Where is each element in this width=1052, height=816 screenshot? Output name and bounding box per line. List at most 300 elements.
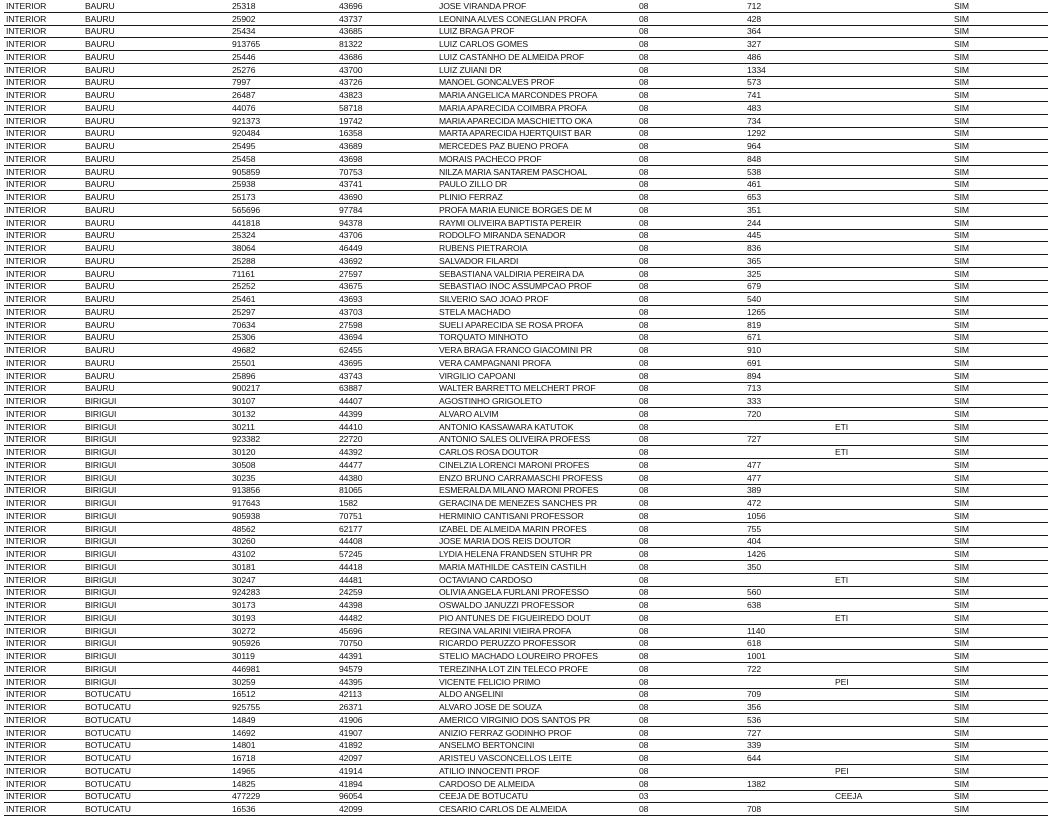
program-cell xyxy=(833,522,952,535)
program-cell xyxy=(833,714,952,727)
table-row xyxy=(4,280,1048,293)
region-cell: INTERIOR xyxy=(4,63,83,76)
region-cell: INTERIOR xyxy=(4,0,83,12)
school-name-cell: JOSE MARIA DOS REIS DOUTOR xyxy=(437,535,637,548)
count-cell: 325 xyxy=(745,267,833,280)
table-row xyxy=(4,420,1048,433)
region-cell: INTERIOR xyxy=(4,726,83,739)
table-row xyxy=(4,63,1048,76)
unit-code-cell: 41907 xyxy=(337,726,437,739)
table-row xyxy=(4,369,1048,382)
city-cell: BAURU xyxy=(83,267,230,280)
count-cell: 722 xyxy=(745,663,833,676)
level-cell: 08 xyxy=(637,765,745,778)
program-cell xyxy=(833,344,952,357)
level-cell: 08 xyxy=(637,752,745,765)
school-name-cell: PROFA MARIA EUNICE BORGES DE M xyxy=(437,204,637,217)
program-cell xyxy=(833,153,952,166)
school-code-cell: 30193 xyxy=(230,612,337,625)
school-name-cell: MARTA APARECIDA HJERTQUIST BAR xyxy=(437,127,637,140)
school-name-cell: CEEJA DE BOTUCATU xyxy=(437,790,637,803)
level-cell: 08 xyxy=(637,446,745,459)
status-cell: SIM xyxy=(952,420,1048,433)
city-cell: BOTUCATU xyxy=(83,803,230,816)
count-cell: 538 xyxy=(745,165,833,178)
school-code-cell: 25446 xyxy=(230,51,337,64)
school-code-cell: 30235 xyxy=(230,471,337,484)
status-cell: SIM xyxy=(952,739,1048,752)
count-cell: 691 xyxy=(745,357,833,370)
city-cell: BAURU xyxy=(83,229,230,242)
region-cell: INTERIOR xyxy=(4,624,83,637)
region-cell: INTERIOR xyxy=(4,280,83,293)
level-cell: 08 xyxy=(637,395,745,408)
school-code-cell: 913765 xyxy=(230,38,337,51)
count-cell: 477 xyxy=(745,459,833,472)
table-row xyxy=(4,267,1048,280)
level-cell: 08 xyxy=(637,573,745,586)
table-row xyxy=(4,726,1048,739)
level-cell: 03 xyxy=(637,790,745,803)
city-cell: BAURU xyxy=(83,318,230,331)
school-code-cell: 30173 xyxy=(230,599,337,612)
city-cell: BAURU xyxy=(83,242,230,255)
unit-code-cell: 42099 xyxy=(337,803,437,816)
school-code-cell: 14965 xyxy=(230,765,337,778)
level-cell: 08 xyxy=(637,599,745,612)
table-row xyxy=(4,331,1048,344)
table-row xyxy=(4,38,1048,51)
region-cell: INTERIOR xyxy=(4,255,83,268)
program-cell xyxy=(833,114,952,127)
city-cell: BAURU xyxy=(83,25,230,38)
region-cell: INTERIOR xyxy=(4,765,83,778)
level-cell: 08 xyxy=(637,624,745,637)
school-code-cell: 30247 xyxy=(230,573,337,586)
count-cell: 339 xyxy=(745,739,833,752)
program-cell xyxy=(833,318,952,331)
level-cell: 08 xyxy=(637,433,745,446)
unit-code-cell: 44380 xyxy=(337,471,437,484)
city-cell: BAURU xyxy=(83,344,230,357)
city-cell: BAURU xyxy=(83,306,230,319)
region-cell: INTERIOR xyxy=(4,471,83,484)
program-cell xyxy=(833,127,952,140)
program-cell xyxy=(833,216,952,229)
unit-code-cell: 62455 xyxy=(337,344,437,357)
table-row xyxy=(4,433,1048,446)
school-code-cell: 30260 xyxy=(230,535,337,548)
school-code-cell: 16536 xyxy=(230,803,337,816)
school-name-cell: STELA MACHADO xyxy=(437,306,637,319)
table-row xyxy=(4,229,1048,242)
program-cell xyxy=(833,433,952,446)
region-cell: INTERIOR xyxy=(4,752,83,765)
count-cell: 364 xyxy=(745,25,833,38)
level-cell: 08 xyxy=(637,688,745,701)
region-cell: INTERIOR xyxy=(4,688,83,701)
school-code-cell: 14801 xyxy=(230,739,337,752)
school-name-cell: ARISTEU VASCONCELLOS LEITE xyxy=(437,752,637,765)
school-code-cell: 25318 xyxy=(230,0,337,12)
unit-code-cell: 43696 xyxy=(337,0,437,12)
school-name-cell: RODOLFO MIRANDA SENADOR xyxy=(437,229,637,242)
level-cell: 08 xyxy=(637,89,745,102)
count-cell: 713 xyxy=(745,382,833,395)
school-name-cell: MORAIS PACHECO PROF xyxy=(437,153,637,166)
city-cell: BIRIGUI xyxy=(83,484,230,497)
unit-code-cell: 41894 xyxy=(337,777,437,790)
status-cell: SIM xyxy=(952,369,1048,382)
program-cell xyxy=(833,102,952,115)
unit-code-cell: 44399 xyxy=(337,408,437,421)
program-cell xyxy=(833,739,952,752)
count-cell: 671 xyxy=(745,331,833,344)
count-cell: 1426 xyxy=(745,548,833,561)
level-cell: 08 xyxy=(637,344,745,357)
count-cell: 653 xyxy=(745,191,833,204)
unit-code-cell: 44392 xyxy=(337,446,437,459)
region-cell: INTERIOR xyxy=(4,510,83,523)
level-cell: 08 xyxy=(637,510,745,523)
count-cell xyxy=(745,446,833,459)
school-name-cell: CARDOSO DE ALMEIDA xyxy=(437,777,637,790)
count-cell: 1382 xyxy=(745,777,833,790)
school-name-cell: TEREZINHA LOT ZIN TELECO PROFE xyxy=(437,663,637,676)
school-code-cell: 25461 xyxy=(230,293,337,306)
count-cell: 709 xyxy=(745,688,833,701)
status-cell: SIM xyxy=(952,63,1048,76)
region-cell: INTERIOR xyxy=(4,114,83,127)
region-cell: INTERIOR xyxy=(4,408,83,421)
city-cell: BOTUCATU xyxy=(83,777,230,790)
status-cell: SIM xyxy=(952,624,1048,637)
city-cell: BIRIGUI xyxy=(83,561,230,574)
school-code-cell: 25458 xyxy=(230,153,337,166)
unit-code-cell: 43741 xyxy=(337,178,437,191)
school-code-cell: 25306 xyxy=(230,331,337,344)
count-cell: 644 xyxy=(745,752,833,765)
school-code-cell: 30259 xyxy=(230,675,337,688)
status-cell: SIM xyxy=(952,675,1048,688)
status-cell: SIM xyxy=(952,612,1048,625)
region-cell: INTERIOR xyxy=(4,382,83,395)
unit-code-cell: 43692 xyxy=(337,255,437,268)
count-cell: 350 xyxy=(745,561,833,574)
unit-code-cell: 43743 xyxy=(337,369,437,382)
program-cell xyxy=(833,89,952,102)
city-cell: BAURU xyxy=(83,255,230,268)
city-cell: BIRIGUI xyxy=(83,535,230,548)
unit-code-cell: 27598 xyxy=(337,318,437,331)
table-row xyxy=(4,497,1048,510)
school-code-cell: 44076 xyxy=(230,102,337,115)
table-row xyxy=(4,216,1048,229)
region-cell: INTERIOR xyxy=(4,369,83,382)
unit-code-cell: 44398 xyxy=(337,599,437,612)
city-cell: BAURU xyxy=(83,191,230,204)
table-row xyxy=(4,510,1048,523)
table-row xyxy=(4,752,1048,765)
region-cell: INTERIOR xyxy=(4,561,83,574)
region-cell: INTERIOR xyxy=(4,102,83,115)
program-cell xyxy=(833,280,952,293)
city-cell: BAURU xyxy=(83,127,230,140)
level-cell: 08 xyxy=(637,127,745,140)
unit-code-cell: 42097 xyxy=(337,752,437,765)
table-row xyxy=(4,242,1048,255)
school-code-cell: 30120 xyxy=(230,446,337,459)
city-cell: BOTUCATU xyxy=(83,726,230,739)
status-cell: SIM xyxy=(952,280,1048,293)
school-name-cell: TORQUATO MINHOTO xyxy=(437,331,637,344)
count-cell: 1334 xyxy=(745,63,833,76)
count-cell: 573 xyxy=(745,76,833,89)
city-cell: BAURU xyxy=(83,178,230,191)
region-cell: INTERIOR xyxy=(4,446,83,459)
level-cell: 08 xyxy=(637,242,745,255)
program-cell: PEI xyxy=(833,675,952,688)
count-cell: 472 xyxy=(745,497,833,510)
table-row xyxy=(4,76,1048,89)
school-code-cell: 38064 xyxy=(230,242,337,255)
table-row xyxy=(4,586,1048,599)
program-cell xyxy=(833,191,952,204)
table-row xyxy=(4,714,1048,727)
unit-code-cell: 58718 xyxy=(337,102,437,115)
region-cell: INTERIOR xyxy=(4,204,83,217)
city-cell: BIRIGUI xyxy=(83,637,230,650)
school-name-cell: ATILIO INNOCENTI PROF xyxy=(437,765,637,778)
status-cell: SIM xyxy=(952,216,1048,229)
school-name-cell: ALDO ANGELINI xyxy=(437,688,637,701)
school-name-cell: LUIZ CARLOS GOMES xyxy=(437,38,637,51)
region-cell: INTERIOR xyxy=(4,153,83,166)
school-code-cell: 30211 xyxy=(230,420,337,433)
school-name-cell: NILZA MARIA SANTAREM PASCHOAL xyxy=(437,165,637,178)
status-cell: SIM xyxy=(952,446,1048,459)
status-cell: SIM xyxy=(952,153,1048,166)
unit-code-cell: 43686 xyxy=(337,51,437,64)
school-name-cell: LUIZ ZUIANI DR xyxy=(437,63,637,76)
table-row xyxy=(4,548,1048,561)
region-cell: INTERIOR xyxy=(4,777,83,790)
region-cell: INTERIOR xyxy=(4,165,83,178)
count-cell: 1056 xyxy=(745,510,833,523)
table-row xyxy=(4,204,1048,217)
table-row xyxy=(4,382,1048,395)
level-cell: 08 xyxy=(637,357,745,370)
unit-code-cell: 46449 xyxy=(337,242,437,255)
school-code-cell: 30132 xyxy=(230,408,337,421)
table-row xyxy=(4,357,1048,370)
program-cell xyxy=(833,586,952,599)
region-cell: INTERIOR xyxy=(4,12,83,25)
school-code-cell: 25173 xyxy=(230,191,337,204)
program-cell xyxy=(833,51,952,64)
school-name-cell: SEBASTIAO INOC ASSUMPCAO PROF xyxy=(437,280,637,293)
status-cell: SIM xyxy=(952,204,1048,217)
count-cell xyxy=(745,790,833,803)
unit-code-cell: 70750 xyxy=(337,637,437,650)
region-cell: INTERIOR xyxy=(4,127,83,140)
program-cell xyxy=(833,726,952,739)
table-row xyxy=(4,765,1048,778)
unit-code-cell: 96054 xyxy=(337,790,437,803)
region-cell: INTERIOR xyxy=(4,599,83,612)
school-name-cell: MERCEDES PAZ BUENO PROFA xyxy=(437,140,637,153)
region-cell: INTERIOR xyxy=(4,331,83,344)
program-cell xyxy=(833,140,952,153)
region-cell: INTERIOR xyxy=(4,497,83,510)
status-cell: SIM xyxy=(952,38,1048,51)
table-row xyxy=(4,561,1048,574)
school-name-cell: ANSELMO BERTONCINI xyxy=(437,739,637,752)
table-row xyxy=(4,293,1048,306)
count-cell xyxy=(745,675,833,688)
status-cell: SIM xyxy=(952,344,1048,357)
unit-code-cell: 81065 xyxy=(337,484,437,497)
city-cell: BIRIGUI xyxy=(83,446,230,459)
program-cell xyxy=(833,331,952,344)
school-code-cell: 905859 xyxy=(230,165,337,178)
unit-code-cell: 44410 xyxy=(337,420,437,433)
city-cell: BAURU xyxy=(83,280,230,293)
school-code-cell: 25938 xyxy=(230,178,337,191)
table-row xyxy=(4,165,1048,178)
status-cell: SIM xyxy=(952,573,1048,586)
unit-code-cell: 41892 xyxy=(337,739,437,752)
unit-code-cell: 43694 xyxy=(337,331,437,344)
program-cell: ETI xyxy=(833,446,952,459)
status-cell: SIM xyxy=(952,318,1048,331)
unit-code-cell: 24259 xyxy=(337,586,437,599)
school-name-cell: MARIA ANGELICA MARCONDES PROFA xyxy=(437,89,637,102)
status-cell: SIM xyxy=(952,637,1048,650)
table-row xyxy=(4,408,1048,421)
city-cell: BAURU xyxy=(83,140,230,153)
school-code-cell: 25896 xyxy=(230,369,337,382)
program-cell xyxy=(833,369,952,382)
count-cell: 708 xyxy=(745,803,833,816)
unit-code-cell: 43690 xyxy=(337,191,437,204)
status-cell: SIM xyxy=(952,714,1048,727)
table-row xyxy=(4,675,1048,688)
level-cell: 08 xyxy=(637,561,745,574)
school-name-cell: OLIVIA ANGELA FURLANI PROFESSO xyxy=(437,586,637,599)
region-cell: INTERIOR xyxy=(4,803,83,816)
count-cell: 755 xyxy=(745,522,833,535)
school-name-cell: STELIO MACHADO LOUREIRO PROFES xyxy=(437,650,637,663)
level-cell: 08 xyxy=(637,471,745,484)
school-code-cell: 565696 xyxy=(230,204,337,217)
school-name-cell: OCTAVIANO CARDOSO xyxy=(437,573,637,586)
count-cell: 356 xyxy=(745,701,833,714)
count-cell: 836 xyxy=(745,242,833,255)
level-cell: 08 xyxy=(637,484,745,497)
status-cell: SIM xyxy=(952,471,1048,484)
status-cell: SIM xyxy=(952,229,1048,242)
status-cell: SIM xyxy=(952,140,1048,153)
status-cell: SIM xyxy=(952,765,1048,778)
level-cell: 08 xyxy=(637,548,745,561)
city-cell: BAURU xyxy=(83,51,230,64)
status-cell: SIM xyxy=(952,497,1048,510)
count-cell: 1140 xyxy=(745,624,833,637)
table-row xyxy=(4,522,1048,535)
unit-code-cell: 16358 xyxy=(337,127,437,140)
level-cell: 08 xyxy=(637,318,745,331)
school-list-table xyxy=(4,0,1048,816)
table-row xyxy=(4,114,1048,127)
unit-code-cell: 94378 xyxy=(337,216,437,229)
program-cell xyxy=(833,497,952,510)
school-name-cell: ALVARO JOSE DE SOUZA xyxy=(437,701,637,714)
table-row xyxy=(4,612,1048,625)
level-cell: 08 xyxy=(637,267,745,280)
status-cell: SIM xyxy=(952,127,1048,140)
region-cell: INTERIOR xyxy=(4,573,83,586)
city-cell: BAURU xyxy=(83,216,230,229)
level-cell: 08 xyxy=(637,12,745,25)
school-code-cell: 905938 xyxy=(230,510,337,523)
count-cell: 1265 xyxy=(745,306,833,319)
school-name-cell: PAULO ZILLO DR xyxy=(437,178,637,191)
city-cell: BAURU xyxy=(83,369,230,382)
region-cell: INTERIOR xyxy=(4,714,83,727)
school-code-cell: 26487 xyxy=(230,89,337,102)
program-cell xyxy=(833,624,952,637)
city-cell: BAURU xyxy=(83,89,230,102)
program-cell: CEEJA xyxy=(833,790,952,803)
city-cell: BIRIGUI xyxy=(83,433,230,446)
region-cell: INTERIOR xyxy=(4,318,83,331)
school-name-cell: VERA BRAGA FRANCO GIACOMINI PR xyxy=(437,344,637,357)
status-cell: SIM xyxy=(952,561,1048,574)
region-cell: INTERIOR xyxy=(4,76,83,89)
school-name-cell: AMERICO VIRGINIO DOS SANTOS PR xyxy=(437,714,637,727)
count-cell: 819 xyxy=(745,318,833,331)
table-row xyxy=(4,573,1048,586)
status-cell: SIM xyxy=(952,76,1048,89)
school-code-cell: 925755 xyxy=(230,701,337,714)
level-cell: 08 xyxy=(637,51,745,64)
program-cell xyxy=(833,165,952,178)
school-name-cell: ALVARO ALVIM xyxy=(437,408,637,421)
region-cell: INTERIOR xyxy=(4,586,83,599)
unit-code-cell: 43685 xyxy=(337,25,437,38)
unit-code-cell: 43689 xyxy=(337,140,437,153)
region-cell: INTERIOR xyxy=(4,89,83,102)
status-cell: SIM xyxy=(952,293,1048,306)
school-name-cell: ESMERALDA MILANO MARONI PROFES xyxy=(437,484,637,497)
unit-code-cell: 19742 xyxy=(337,114,437,127)
status-cell: SIM xyxy=(952,357,1048,370)
school-code-cell: 921373 xyxy=(230,114,337,127)
status-cell: SIM xyxy=(952,114,1048,127)
school-code-cell: 43102 xyxy=(230,548,337,561)
program-cell xyxy=(833,382,952,395)
program-cell xyxy=(833,637,952,650)
count-cell: 679 xyxy=(745,280,833,293)
city-cell: BAURU xyxy=(83,0,230,12)
school-code-cell: 924283 xyxy=(230,586,337,599)
school-name-cell: SILVERIO SAO JOAO PROF xyxy=(437,293,637,306)
count-cell: 734 xyxy=(745,114,833,127)
region-cell: INTERIOR xyxy=(4,522,83,535)
count-cell: 741 xyxy=(745,89,833,102)
status-cell: SIM xyxy=(952,777,1048,790)
